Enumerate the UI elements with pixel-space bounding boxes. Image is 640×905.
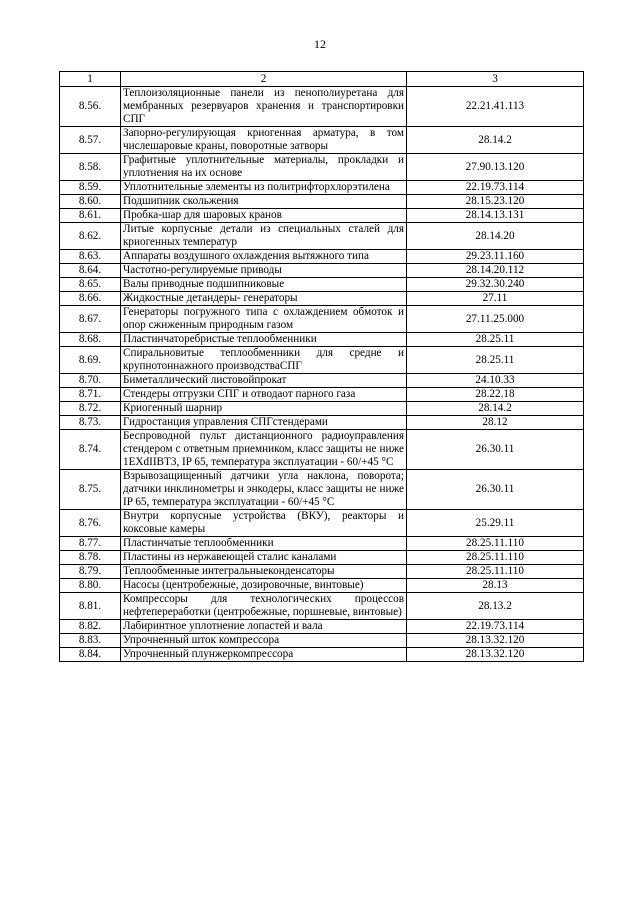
item-description: Упрочненный шток компрессора [121, 634, 407, 648]
item-description: Беспроводной пульт дистанционного радиоуправления стендером с ответным приемником, класс защиты не ниже 1EXdIIBT3, IP 65, температура эксплуатации - 60/+45 °С [121, 430, 407, 470]
table-row [60, 209, 584, 223]
item-code: 28.14.2 [407, 402, 584, 416]
table-row [60, 551, 584, 565]
item-description: Подшипник скольжения [121, 195, 407, 209]
item-code: 28.25.11.110 [407, 551, 584, 565]
table-row [60, 333, 584, 347]
item-code: 26.30.11 [407, 470, 584, 510]
table-row [60, 430, 584, 470]
table-row [60, 565, 584, 579]
row-number: 8.75. [60, 470, 121, 510]
item-description: Жидкостные детандеры- генераторы [121, 292, 407, 306]
table-row [60, 87, 584, 127]
item-description: Биметаллический листовойпрокат [121, 374, 407, 388]
row-number: 8.64. [60, 264, 121, 278]
row-number: 8.82. [60, 620, 121, 634]
item-code: 27.11 [407, 292, 584, 306]
item-description: Частотно-регулируемые приводы [121, 264, 407, 278]
item-code: 28.22.18 [407, 388, 584, 402]
item-code: 28.25.11 [407, 333, 584, 347]
row-number: 8.80. [60, 579, 121, 593]
item-code: 28.14.13.131 [407, 209, 584, 223]
column-header: 1 [60, 72, 121, 87]
item-code: 28.14.20 [407, 223, 584, 250]
item-code: 28.25.11.110 [407, 537, 584, 551]
item-description: Теплоизоляционные панели из пенополиуретана для мембранных резервуаров хранения и транспортировки СПГ [121, 87, 407, 127]
row-number: 8.84. [60, 648, 121, 662]
row-number: 8.74. [60, 430, 121, 470]
table-row [60, 278, 584, 292]
item-description: Внутри корпусные устройства (ВКУ), реакторы и коксовые камеры [121, 510, 407, 537]
table-row [60, 264, 584, 278]
item-description: Лабиринтное уплотнение лопастей и вала [121, 620, 407, 634]
table-row [60, 292, 584, 306]
item-description: Спиральновитые теплообменники для средне и крупнотоннажного производстваСПГ [121, 347, 407, 374]
table-row [60, 579, 584, 593]
table-row [60, 593, 584, 620]
item-code: 28.14.2 [407, 127, 584, 154]
item-description: Генераторы погружного типа с охлаждением обмоток и опор сжиженным природным газом [121, 306, 407, 333]
item-description: Компрессоры для технологических процессов нефтепереработки (центробежные, поршневые, винтовые) [121, 593, 407, 620]
row-number: 8.60. [60, 195, 121, 209]
table-row [60, 195, 584, 209]
row-number: 8.76. [60, 510, 121, 537]
item-description: Взрывозащищенный датчики угла наклона, поворота; датчики инклинометры и энкодеры, класс защиты не ниже IP 65, температура эксплуатации - 60/+45 °С [121, 470, 407, 510]
item-code: 28.12 [407, 416, 584, 430]
row-number: 8.67. [60, 306, 121, 333]
item-description: Пластинчаторебристые теплообменники [121, 333, 407, 347]
row-number: 8.78. [60, 551, 121, 565]
row-number: 8.83. [60, 634, 121, 648]
row-number: 8.61. [60, 209, 121, 223]
table-row [60, 388, 584, 402]
item-code: 26.30.11 [407, 430, 584, 470]
column-header: 3 [407, 72, 584, 87]
table-row [60, 416, 584, 430]
table-row [60, 347, 584, 374]
item-description: Упрочненный плунжеркомпрессора [121, 648, 407, 662]
item-description: Запорно-регулирующая криогенная арматура, в том числешаровые краны, поворотные затворы [121, 127, 407, 154]
item-code: 22.19.73.114 [407, 620, 584, 634]
item-code: 28.13.2 [407, 593, 584, 620]
row-number: 8.72. [60, 402, 121, 416]
item-description: Криогенный шарнир [121, 402, 407, 416]
table-row [60, 402, 584, 416]
item-code: 27.90.13.120 [407, 154, 584, 181]
row-number: 8.65. [60, 278, 121, 292]
page-number: 12 [314, 37, 326, 51]
row-number: 8.59. [60, 181, 121, 195]
item-description: Уплотнительные элементы из политрифторхлорэтилена [121, 181, 407, 195]
row-number: 8.68. [60, 333, 121, 347]
item-description: Гидростанция управления СПГстендерами [121, 416, 407, 430]
table-row [60, 306, 584, 333]
table-row [60, 154, 584, 181]
item-code: 24.10.33 [407, 374, 584, 388]
item-code: 22.21.41.113 [407, 87, 584, 127]
row-number: 8.71. [60, 388, 121, 402]
row-number: 8.81. [60, 593, 121, 620]
row-number: 8.79. [60, 565, 121, 579]
table-row [60, 127, 584, 154]
item-description: Пластинчатые теплообменники [121, 537, 407, 551]
item-description: Валы приводные подшипниковые [121, 278, 407, 292]
row-number: 8.66. [60, 292, 121, 306]
item-code: 27.11.25.000 [407, 306, 584, 333]
row-number: 8.73. [60, 416, 121, 430]
table-row [60, 634, 584, 648]
item-description: Графитные уплотнительные материалы, прокладки и уплотнения на их основе [121, 154, 407, 181]
item-description: Насосы (центробежные, дозировочные, винтовые) [121, 579, 407, 593]
item-code: 25.29.11 [407, 510, 584, 537]
table-row [60, 620, 584, 634]
item-code: 28.25.11.110 [407, 565, 584, 579]
row-number: 8.63. [60, 250, 121, 264]
row-number: 8.58. [60, 154, 121, 181]
item-code: 28.13.32.120 [407, 648, 584, 662]
item-code: 28.15.23.120 [407, 195, 584, 209]
item-code: 29.32.30.240 [407, 278, 584, 292]
item-code: 28.25.11 [407, 347, 584, 374]
table-row [60, 181, 584, 195]
row-number: 8.57. [60, 127, 121, 154]
table-row [60, 250, 584, 264]
row-number: 8.69. [60, 347, 121, 374]
item-description: Теплообменные интегральныеконденсаторы [121, 565, 407, 579]
item-description: Литые корпусные детали из специальных сталей для криогенных температур [121, 223, 407, 250]
table-row [60, 648, 584, 662]
item-description: Аппараты воздушного охлаждения вытяжного типа [121, 250, 407, 264]
item-code: 29.23.11.160 [407, 250, 584, 264]
item-description: Пластины из нержавеющей сталис каналами [121, 551, 407, 565]
row-number: 8.77. [60, 537, 121, 551]
item-code: 22.19.73.114 [407, 181, 584, 195]
item-code: 28.13 [407, 579, 584, 593]
table-row [60, 470, 584, 510]
item-code: 28.13.32.120 [407, 634, 584, 648]
row-number: 8.70. [60, 374, 121, 388]
item-code: 28.14.20.112 [407, 264, 584, 278]
table-row [60, 537, 584, 551]
column-header: 2 [121, 72, 407, 87]
row-number: 8.56. [60, 87, 121, 127]
row-number: 8.62. [60, 223, 121, 250]
table-header-row [60, 72, 584, 87]
item-description: Стендеры отгрузки СПГ и отводаот парного газа [121, 388, 407, 402]
table-row [60, 223, 584, 250]
table-row [60, 510, 584, 537]
table-row [60, 374, 584, 388]
item-description: Пробка-шар для шаровых кранов [121, 209, 407, 223]
equipment-table [59, 71, 584, 662]
table-body [60, 87, 584, 662]
